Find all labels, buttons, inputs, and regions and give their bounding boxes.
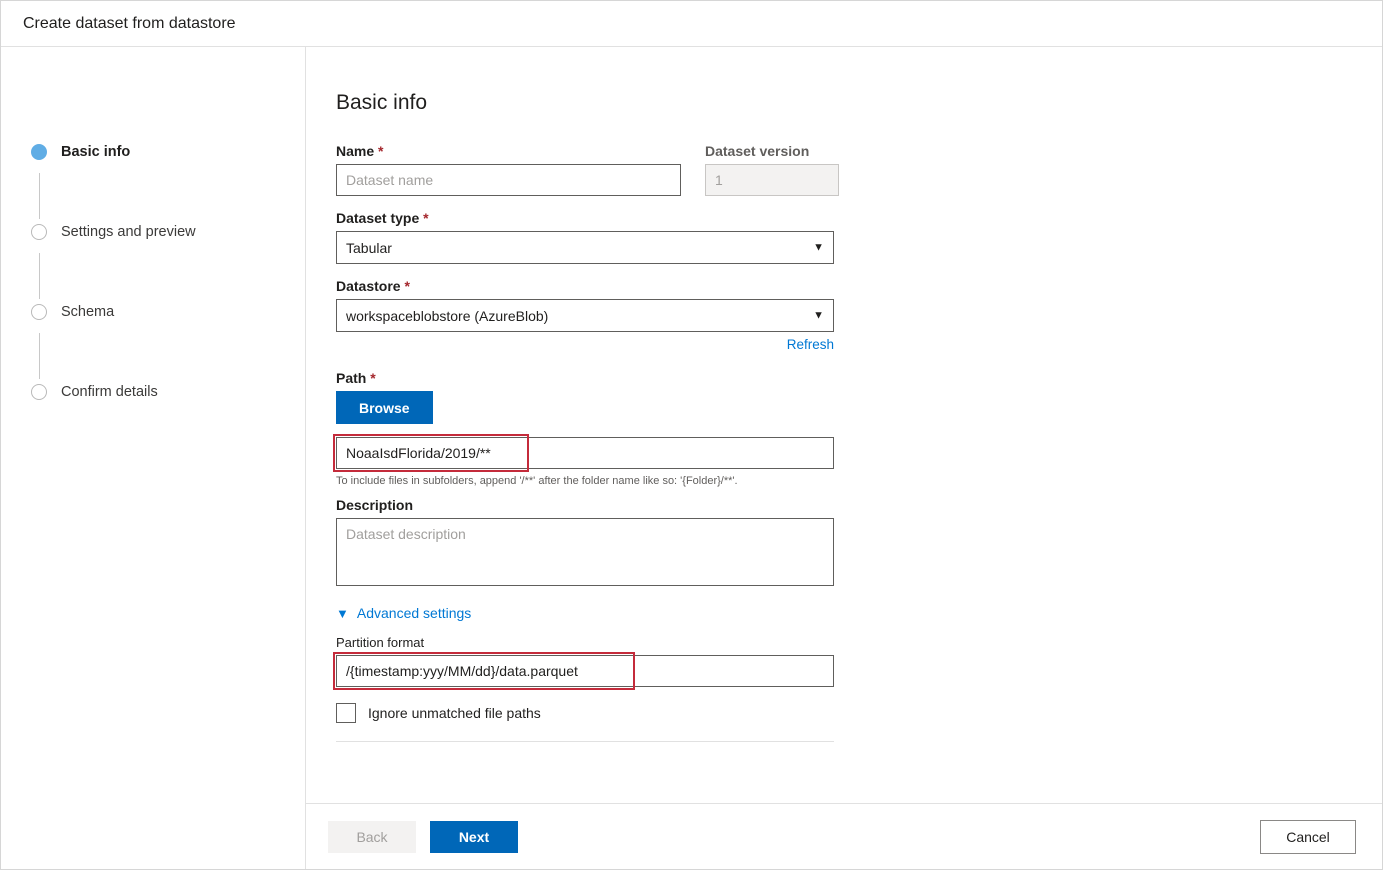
wizard-step-settings-and-preview[interactable] xyxy=(1,219,305,245)
wizard-step-label: Settings and preview xyxy=(61,224,196,240)
main-panel xyxy=(306,47,1382,869)
step-connector xyxy=(39,333,40,379)
dataset-type-value: Tabular xyxy=(346,239,392,256)
wizard-step-confirm-details[interactable] xyxy=(1,379,305,405)
required-marker: * xyxy=(404,278,410,294)
ignore-unmatched-label: Ignore unmatched file paths xyxy=(368,705,541,721)
back-button[interactable]: Back xyxy=(328,821,416,853)
ignore-unmatched-checkbox[interactable] xyxy=(336,703,356,723)
required-marker: * xyxy=(370,370,376,386)
description-textarea[interactable] xyxy=(336,518,834,586)
form-scroll-area xyxy=(306,47,1382,803)
wizard-step-label: Schema xyxy=(61,304,115,320)
dataset-type-label-text: Dataset type xyxy=(336,210,420,226)
dataset-type-select-wrap xyxy=(336,231,834,264)
step-bullet-icon xyxy=(31,384,47,400)
wizard-step-label: Basic info xyxy=(61,144,131,160)
next-button[interactable]: Next xyxy=(430,821,518,853)
datastore-select-wrap xyxy=(336,299,834,332)
step-connector xyxy=(39,173,40,219)
required-marker: * xyxy=(378,143,384,159)
footer-left-buttons xyxy=(328,821,518,853)
step-bullet-icon xyxy=(31,144,47,160)
datastore-label-text: Datastore xyxy=(336,278,401,294)
chevron-down-icon: ▼ xyxy=(813,309,824,321)
step-bullet-icon xyxy=(31,224,47,240)
partition-format-group xyxy=(336,635,1382,687)
browse-button[interactable]: Browse xyxy=(336,391,433,424)
partition-format-label: Partition format xyxy=(336,635,425,650)
dialog-title: Create dataset from datastore xyxy=(23,14,236,32)
chevron-down-icon: ▼ xyxy=(336,605,349,621)
dataset-type-select[interactable] xyxy=(336,231,834,264)
step-bullet-icon xyxy=(31,304,47,320)
footer-right-buttons xyxy=(1260,820,1356,854)
ignore-unmatched-row[interactable] xyxy=(336,703,1382,723)
datastore-select[interactable] xyxy=(336,299,834,332)
dialog-body xyxy=(1,47,1382,869)
name-label-text: Name xyxy=(336,143,375,159)
path-hint: To include files in subfolders, append '/**' after the folder name like so: '{Folder}/**'. xyxy=(336,475,738,487)
partition-format-input-wrap xyxy=(336,655,834,687)
dialog-header xyxy=(1,1,1382,47)
wizard-step-label: Confirm details xyxy=(61,384,158,400)
datastore-label xyxy=(336,278,1382,294)
name-version-row xyxy=(336,143,1382,196)
path-label xyxy=(336,370,1382,386)
chevron-down-icon: ▼ xyxy=(813,241,824,253)
path-input-wrap xyxy=(336,437,834,469)
name-label xyxy=(336,143,681,159)
name-field-group xyxy=(336,143,681,196)
dataset-name-input[interactable] xyxy=(336,164,681,196)
wizard-step-basic-info[interactable] xyxy=(1,139,305,165)
path-label-text: Path xyxy=(336,370,367,386)
step-connector xyxy=(39,253,40,299)
refresh-datastore-link[interactable]: Refresh xyxy=(786,337,834,352)
dataset-version-label: Dataset version xyxy=(705,143,810,159)
section-divider xyxy=(336,741,834,742)
version-field-group xyxy=(705,143,839,196)
path-group xyxy=(336,370,1382,487)
dataset-version-input xyxy=(705,164,839,196)
dataset-type-label xyxy=(336,210,1382,226)
advanced-settings-toggle[interactable] xyxy=(336,605,516,621)
description-label: Description xyxy=(336,497,414,513)
refresh-row xyxy=(336,336,834,354)
partition-format-input[interactable] xyxy=(336,655,834,687)
cancel-button[interactable]: Cancel xyxy=(1260,820,1356,854)
path-input[interactable] xyxy=(336,437,834,469)
dialog-footer xyxy=(306,803,1382,869)
dataset-type-group xyxy=(336,210,1382,264)
advanced-settings-label: Advanced settings xyxy=(356,605,472,621)
datastore-value: workspaceblobstore (AzureBlob) xyxy=(346,307,549,324)
required-marker: * xyxy=(423,210,429,226)
description-group xyxy=(336,497,1382,591)
datastore-group xyxy=(336,278,1382,354)
page-title: Basic info xyxy=(336,91,428,114)
wizard-steps xyxy=(1,47,306,869)
wizard-step-schema[interactable] xyxy=(1,299,305,325)
